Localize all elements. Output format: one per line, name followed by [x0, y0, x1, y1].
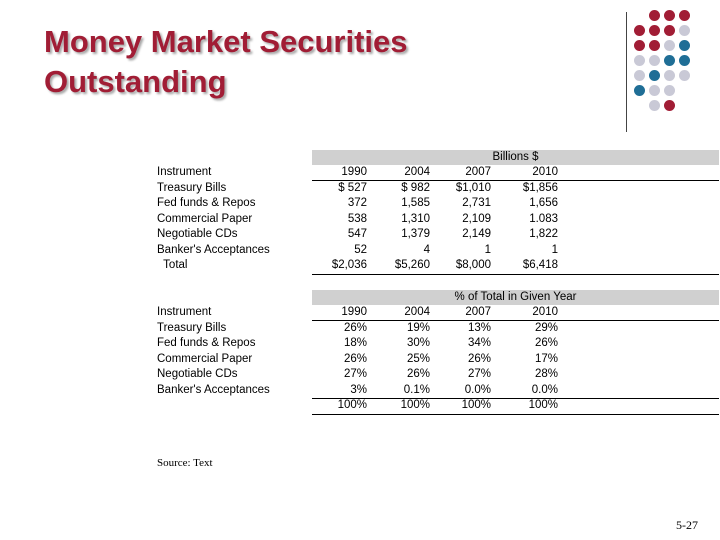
source-note: Source: Text: [157, 457, 213, 469]
row-label: Commercial Paper: [157, 352, 253, 365]
decorative-dot: [634, 40, 645, 51]
table-cell: 547: [347, 228, 367, 240]
table-cell: 26%: [343, 352, 367, 365]
table-cell: 2,149: [462, 228, 491, 240]
decorative-dot: [649, 100, 660, 111]
decorative-dot: [679, 70, 690, 81]
decorative-dot: [649, 25, 660, 36]
decorative-dot: [634, 25, 645, 36]
year-header: 2010: [532, 166, 558, 178]
decorative-dot: [649, 85, 660, 96]
table-cell: $5,260: [394, 259, 430, 271]
table-cell: 100%: [461, 399, 491, 411]
table-cell: 1: [551, 243, 558, 256]
decorative-dot: [634, 70, 645, 81]
decorative-dot: [664, 55, 675, 66]
year-header: 2004: [404, 166, 430, 178]
year-header: 1990: [341, 166, 367, 178]
table-cell: 100%: [528, 399, 558, 411]
table-cell: 52: [354, 243, 367, 256]
table-cell: 1,585: [401, 197, 430, 209]
row-label: Negotiable CDs: [157, 368, 238, 380]
table-cell: 30%: [406, 337, 430, 349]
row-label: Banker's Acceptances: [157, 383, 270, 396]
row-labels: [157, 165, 270, 274]
total-rule: [312, 414, 719, 415]
table-cell: 3%: [350, 383, 367, 396]
year-header: 2007: [465, 166, 491, 178]
title-line-1: Money Market Securities: [44, 24, 408, 59]
table-cell: 2,109: [462, 212, 491, 225]
decorative-dot: [649, 70, 660, 81]
decorative-dot: [664, 25, 675, 36]
table-cell: 4: [423, 243, 430, 256]
row-label: Banker's Acceptances: [157, 243, 270, 256]
year-column-2010: [488, 305, 558, 414]
table-cell: 100%: [337, 399, 367, 411]
table-cell: 0.0%: [531, 383, 558, 396]
decorative-dot: [679, 55, 690, 66]
table-cell: $2,036: [331, 259, 367, 271]
decorative-dot: [679, 10, 690, 21]
year-column-2004: [360, 305, 430, 414]
table-cell: 18%: [343, 337, 367, 349]
table-cell: 28%: [534, 368, 558, 380]
table-cell: 1: [484, 243, 491, 256]
table-cell: 1,379: [401, 228, 430, 240]
decorative-dot: [679, 25, 690, 36]
decorative-dot: [634, 55, 645, 66]
row-label: Fed funds & Repos: [157, 337, 256, 349]
table-cell: 25%: [406, 352, 430, 365]
title-line-2: Outstanding: [44, 64, 227, 99]
table-cell: $1,010: [455, 181, 491, 194]
year-column-2010: [488, 165, 558, 274]
decorative-dot: [649, 55, 660, 66]
table-cell: 34%: [467, 337, 491, 349]
row-label: Fed funds & Repos: [157, 197, 256, 209]
row-label: Treasury Bills: [157, 321, 227, 334]
percent-header: % of Total in Given Year: [312, 290, 719, 305]
decorative-dot: [649, 40, 660, 51]
decorative-dot: [634, 85, 645, 96]
decorative-dot: [649, 10, 660, 21]
table-cell: 1,310: [401, 212, 430, 225]
decorative-dot: [664, 40, 675, 51]
table-cell: 17%: [534, 352, 558, 365]
decorative-dot: [664, 10, 675, 21]
year-column-1990: [297, 165, 367, 274]
table-cell: 538: [347, 212, 367, 225]
row-label: Negotiable CDs: [157, 228, 238, 240]
table-cell: $1,856: [522, 181, 558, 194]
instrument-header: Instrument: [157, 306, 212, 318]
table-cell: 27%: [343, 368, 367, 380]
slide-title: [44, 22, 408, 102]
year-column-2004: [360, 165, 430, 274]
billions-header: Billions $: [312, 150, 719, 165]
decorative-dot: [664, 100, 675, 111]
year-header: 2007: [465, 306, 491, 318]
table-cell: 26%: [534, 337, 558, 349]
row-label: Treasury Bills: [157, 181, 227, 194]
row-label: Commercial Paper: [157, 212, 253, 225]
decorative-divider: [626, 12, 627, 132]
table-cell: 1,822: [529, 228, 558, 240]
year-column-2007: [421, 165, 491, 274]
decorative-dot: [664, 70, 675, 81]
table-cell: 26%: [343, 321, 367, 334]
table-cell: $8,000: [455, 259, 491, 271]
table-cell: 0.0%: [464, 383, 491, 396]
table-cell: 100%: [400, 399, 430, 411]
row-label: Total: [157, 259, 188, 271]
row-labels: [157, 305, 270, 398]
year-header: 2010: [532, 306, 558, 318]
bottom-rule: [312, 274, 719, 275]
table-cell: 1.083: [529, 212, 558, 225]
table-cell: 29%: [534, 321, 558, 334]
table-cell: 372: [347, 197, 367, 209]
instrument-header: Instrument: [157, 166, 212, 178]
table-cell: 0.1%: [403, 383, 430, 396]
year-column-2007: [421, 305, 491, 414]
page-number: 5-27: [676, 518, 698, 532]
table-cell: 26%: [406, 368, 430, 380]
table-cell: 2,731: [462, 197, 491, 209]
table-cell: 19%: [406, 321, 430, 334]
table-cell: 26%: [467, 352, 491, 365]
table-cell: $ 982: [401, 181, 430, 194]
table-cell: $ 527: [338, 181, 367, 194]
decorative-dot: [664, 85, 675, 96]
year-header: 1990: [341, 306, 367, 318]
table-cell: 1,656: [529, 197, 558, 209]
table-cell: 13%: [467, 321, 491, 334]
decorative-dot: [679, 40, 690, 51]
table-cell: 27%: [467, 368, 491, 380]
year-column-1990: [297, 305, 367, 414]
table-cell: $6,418: [522, 259, 558, 271]
year-header: 2004: [404, 306, 430, 318]
